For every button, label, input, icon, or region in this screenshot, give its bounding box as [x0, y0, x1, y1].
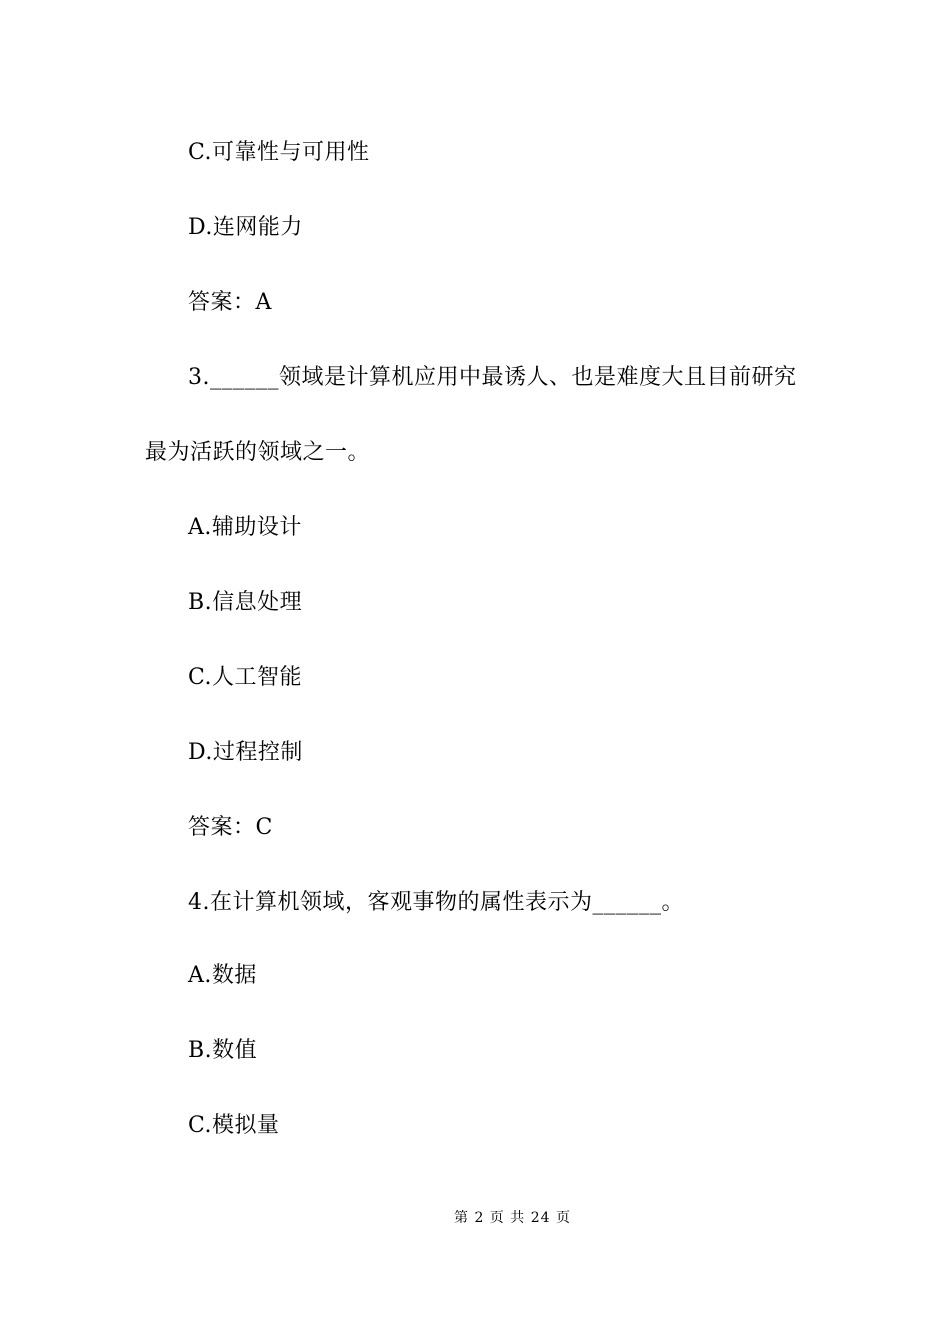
q4-option-a: A.数据	[188, 963, 257, 988]
q4-option-b: B.数值	[188, 1038, 258, 1063]
page-footer: 第 2 页 共 24 页	[454, 1210, 571, 1226]
question-3-line-1: 3.______领域是计算机应用中最诱人、也是难度大且目前研究	[188, 365, 797, 390]
question-3-line-2: 最为活跃的领域之一。	[145, 440, 371, 465]
q4-option-c: C.模拟量	[188, 1113, 280, 1138]
option-d-networking: D.连网能力	[188, 215, 303, 240]
answer-q3: 答案：C	[188, 815, 273, 840]
q3-option-c: C.人工智能	[188, 665, 303, 690]
q3-option-d: D.过程控制	[188, 740, 303, 765]
question-4: 4.在计算机领域，客观事物的属性表示为______。	[188, 890, 684, 915]
q3-option-b: B.信息处理	[188, 590, 303, 615]
q3-option-a: A.辅助设计	[188, 515, 302, 540]
answer-q2: 答案：A	[188, 290, 272, 315]
option-c-reliability: C.可靠性与可用性	[188, 140, 370, 165]
